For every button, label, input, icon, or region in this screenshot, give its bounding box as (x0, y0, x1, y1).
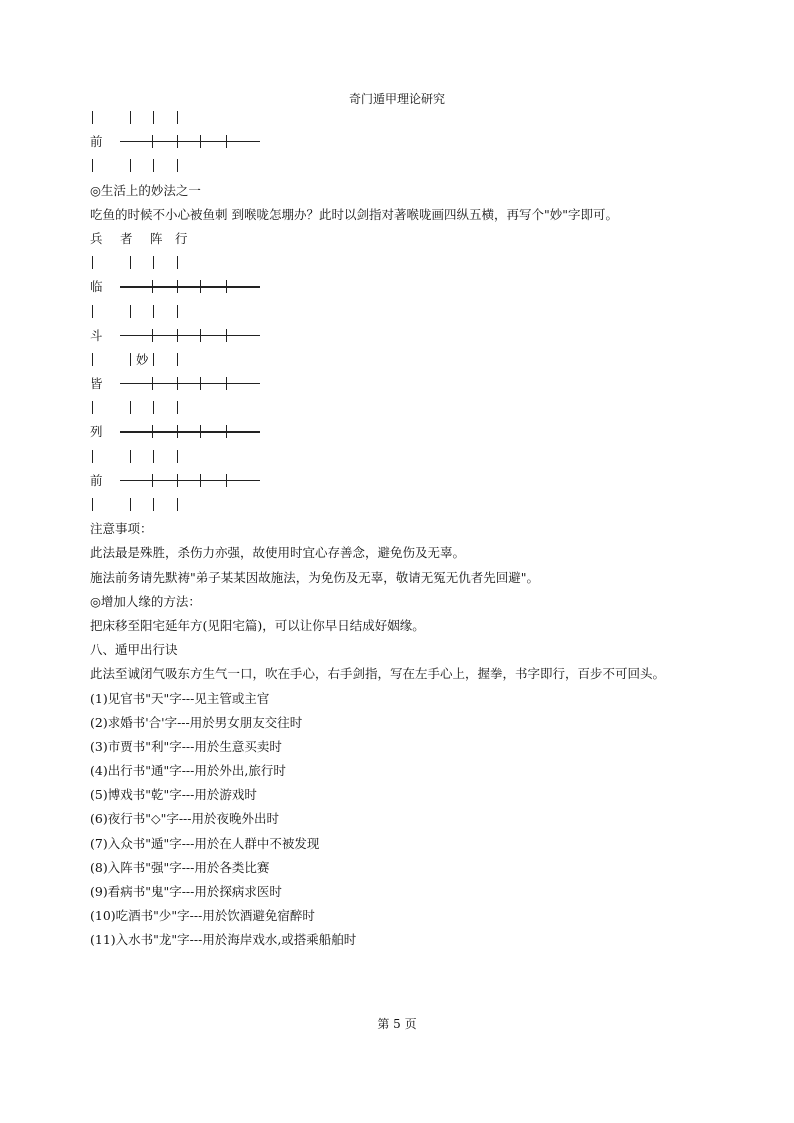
horizontal-stroke (120, 335, 260, 336)
vertical-stroke (92, 111, 93, 124)
cross-tick (200, 425, 201, 438)
vertical-stroke (130, 256, 131, 269)
horizontal-stroke (120, 431, 260, 432)
cross-tick (226, 280, 227, 293)
cross-tick (177, 329, 178, 342)
cross-tick (152, 474, 153, 487)
vertical-stroke (92, 401, 93, 414)
vertical-stroke (92, 450, 93, 463)
horizontal-stroke (120, 383, 260, 384)
page-header-title: 奇门遁甲理论研究 (348, 92, 445, 106)
grid-b-vertical-row (90, 300, 710, 324)
grid-center-char: 妙 (136, 351, 149, 367)
cross-tick (177, 135, 178, 148)
cross-tick (152, 377, 153, 390)
vertical-stroke (92, 159, 93, 172)
section-heading-fish: ◎生活上的妙法之一 (90, 182, 201, 198)
page-number: 第 5 页 (377, 1017, 417, 1031)
list-item: (4)出行书"通"字---用於外出,旅行时 (90, 763, 286, 779)
vertical-stroke (130, 305, 131, 318)
section-heading-marriage: ◎增加人缘的方法： (90, 593, 201, 609)
grid-row-label: 临 (90, 279, 103, 295)
grid-row-label: 皆 (90, 376, 103, 392)
list-item: (5)博戏书"乾"字---用於游戏时 (90, 787, 257, 803)
grid-b-horizontal-row (90, 372, 710, 396)
cross-tick (152, 135, 153, 148)
vertical-stroke (92, 305, 93, 318)
vertical-stroke (153, 353, 154, 366)
cross-tick (226, 474, 227, 487)
grid-b-horizontal-row (90, 469, 710, 493)
vertical-stroke (92, 256, 93, 269)
cross-tick (200, 474, 201, 487)
vertical-stroke (177, 159, 178, 172)
vertical-stroke (153, 498, 154, 511)
list-item: (7)入众书"遁"字---用於在人群中不被发现 (90, 835, 320, 851)
vertical-stroke (130, 498, 131, 511)
grid-b-vertical-row (90, 445, 710, 469)
vertical-stroke (177, 305, 178, 318)
vertical-stroke (177, 111, 178, 124)
paragraph-marriage: 把床移至阳宅延年方(见阳宅篇)，可以让你早日结成好姻缘。 (90, 617, 425, 633)
cross-tick (200, 329, 201, 342)
grid-row-label: 前 (90, 472, 103, 488)
vertical-stroke (153, 256, 154, 269)
grid-a-vertical-row (90, 106, 710, 130)
cross-tick (152, 280, 153, 293)
cross-tick (152, 425, 153, 438)
cross-tick (152, 329, 153, 342)
list-item: (6)夜行书"◇"字---用於夜晚外出时 (90, 811, 279, 827)
vertical-stroke (153, 450, 154, 463)
section-heading-travel: 八、遁甲出行诀 (90, 642, 178, 658)
vertical-stroke (130, 450, 131, 463)
vertical-stroke (92, 353, 93, 366)
vertical-stroke (130, 401, 131, 414)
list-item: (9)看病书"鬼"字---用於探病求医时 (90, 884, 282, 899)
grid-a-vertical-row (90, 154, 710, 178)
grid-row-label: 前 (90, 134, 103, 150)
vertical-stroke (177, 256, 178, 269)
list-item: (11)入水书"龙"字---用於海岸戏水,或搭乘船舶时 (90, 932, 357, 948)
vertical-stroke (153, 305, 154, 318)
cross-tick (200, 135, 201, 148)
cross-tick (177, 474, 178, 487)
vertical-stroke (153, 401, 154, 414)
column-label: 阵 (150, 230, 163, 246)
list-item: (8)入阵书"强"字---用於各类比赛 (90, 859, 270, 875)
column-label: 兵 (90, 230, 103, 246)
vertical-stroke (130, 111, 131, 124)
cross-tick (200, 280, 201, 293)
grid-b-vertical-row (90, 396, 710, 420)
notes-line: 此法最是殊胜，杀伤力亦强，故使用时宜心存善念，避免伤及无辜。 (90, 545, 466, 561)
cross-tick (177, 425, 178, 438)
notes-line: 施法前务请先默祷"弟子某某因故施法，为免伤及无辜，敬请无冤无仇者先回避"。 (90, 569, 540, 585)
grid-b-horizontal-row (90, 324, 710, 348)
grid-b-horizontal-row (90, 420, 710, 444)
grid-row-label: 斗 (90, 327, 103, 343)
list-item: (3)市贾书"利"字---用於生意买卖时 (90, 738, 282, 754)
cross-tick (226, 329, 227, 342)
grid-a-horizontal-row (90, 130, 710, 154)
cross-tick (226, 425, 227, 438)
vertical-stroke (177, 498, 178, 511)
vertical-stroke (92, 498, 93, 511)
column-label: 者 (120, 230, 133, 246)
list-item: (1)见官书"天"字---见主管或主官 (90, 690, 270, 706)
cross-tick (177, 377, 178, 390)
grid-b-vertical-row (90, 251, 710, 275)
vertical-stroke (153, 111, 154, 124)
grid-b-horizontal-row (90, 275, 710, 299)
vertical-stroke (177, 450, 178, 463)
document-body (90, 106, 710, 953)
cross-tick (226, 377, 227, 390)
list-item: (2)求婚书'合'字---用於男女朋友交往时 (90, 714, 303, 730)
paragraph-fish: 吃鱼的时候不小心被鱼刺 到喉咙怎堋办？此时以剑指对著喉咙画四纵五横，再写个"妙"字即可。 (90, 206, 618, 222)
cross-tick (200, 377, 201, 390)
vertical-stroke (130, 159, 131, 172)
vertical-stroke (130, 353, 131, 366)
column-label: 行 (175, 230, 188, 246)
list-item: (10)吃酒书"少"字---用於饮酒避免宿醉时 (90, 908, 315, 924)
cross-tick (177, 280, 178, 293)
horizontal-stroke (120, 141, 260, 142)
grid-b-vertical-row-center (90, 348, 710, 372)
grid-b-column-labels (90, 227, 710, 251)
horizontal-stroke (120, 286, 260, 287)
horizontal-stroke (120, 480, 260, 481)
cross-tick (226, 135, 227, 148)
vertical-stroke (177, 401, 178, 414)
notes-heading: 注意事项： (90, 521, 153, 537)
grid-b-vertical-row (90, 493, 710, 517)
vertical-stroke (153, 159, 154, 172)
grid-row-label: 列 (90, 424, 103, 440)
vertical-stroke (177, 353, 178, 366)
paragraph-travel: 此法至诚闭气吸东方生气一口，吹在手心，右手剑指，写在左手心上，握拳，书字即行，百步不可回头。 (90, 666, 666, 682)
